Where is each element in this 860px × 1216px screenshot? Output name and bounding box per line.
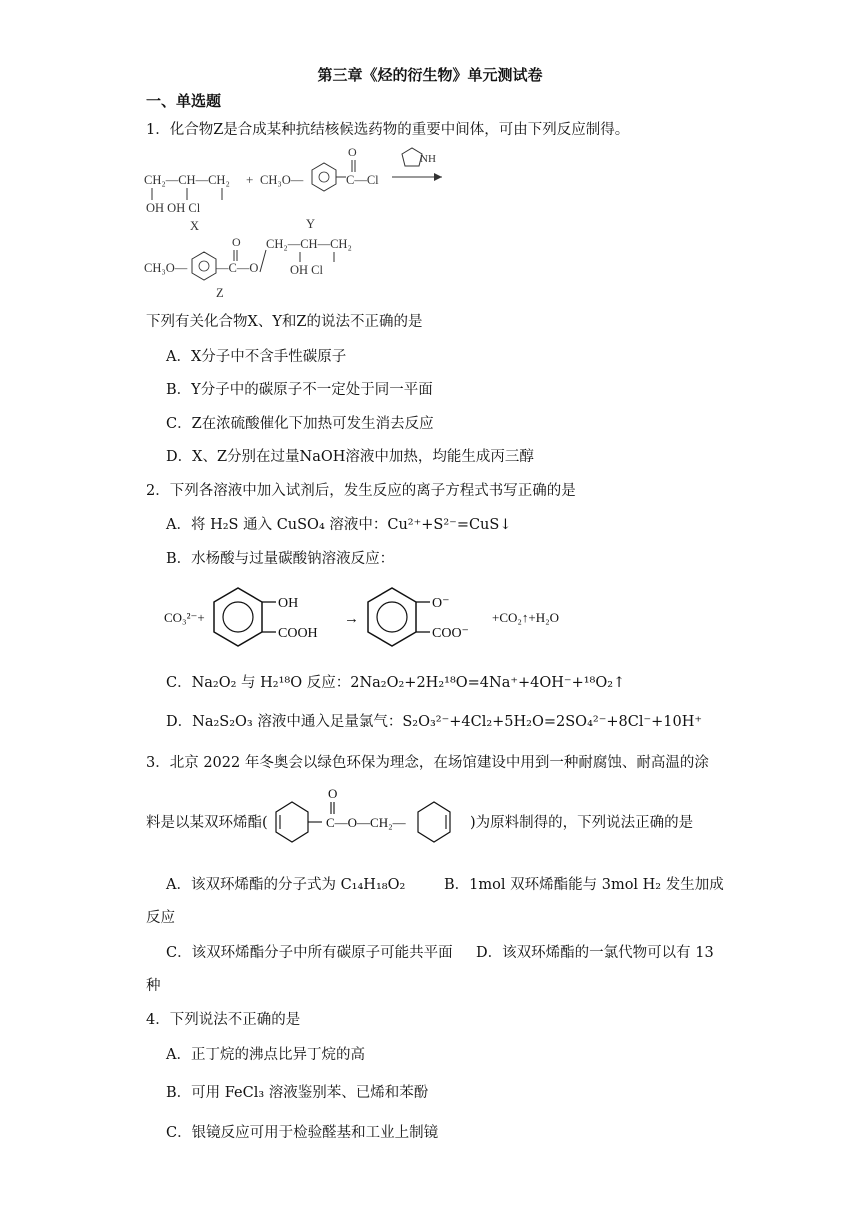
q2-option-b: B．水杨酸与过量碳酸钠溶液反应： — [166, 551, 395, 567]
q3-diene-ester-structure — [270, 786, 470, 852]
section-heading: 一、单选题 — [146, 92, 222, 110]
q2-eq-phenoxide: O⁻ — [432, 596, 450, 611]
q1-z-substituents: OH Cl — [290, 263, 323, 277]
q1-question: 下列有关化合物X、Y和Z的说法不正确的是 — [146, 314, 423, 330]
q2-option-a: A．将 H₂S 通入 CuSO₄ 溶液中：Cu²⁺+S²⁻=CuS↓ — [166, 517, 512, 533]
q4-option-b: B．可用 FeCl₃ 溶液鉴别苯、已烯和苯酚 — [166, 1085, 429, 1101]
q1-y-oxygen: O — [348, 145, 357, 159]
q2-option-d: D．Na₂S₂O₃ 溶液中通入足量氯气：S₂O₃²⁻+4Cl₂+5H₂O=2SO₄²⁻+8Cl⁻+10H⁺ — [166, 714, 703, 730]
q3-carbonyl-oxygen: O — [328, 786, 338, 801]
q3-option-c: C．该双环烯酯分子中所有碳原子可能共平面 — [166, 945, 453, 961]
q3-option-b: B．1mol 双环烯酯能与 3mol H₂ 发生加成 — [444, 877, 724, 893]
q2-option-c: C．Na₂O₂ 与 H₂¹⁸O 反应：2Na₂O₂+2H₂¹⁸O=4Na⁺+4OH⁻+¹⁸O₂↑ — [166, 675, 626, 691]
q3-ester-linkage: C—O—CH₂— — [326, 815, 406, 830]
q1-reaction-scheme — [140, 142, 460, 302]
q2-eq-carboxylate: COO⁻ — [432, 626, 469, 641]
q3-option-a: A．该双环烯酯的分子式为 C₁₄H₁₈O₂ — [166, 877, 406, 893]
q1-z-chain: CH₂—CH—CH₂ — [266, 237, 352, 251]
q2-eq-carbonate: CO₃²⁻+ — [164, 610, 205, 625]
q4-option-a: A．正丁烷的沸点比异丁烷的高 — [166, 1047, 365, 1063]
q3-stem-line2-post: )为原料制得的，下列说法正确的是 — [470, 815, 694, 831]
q1-option-d: D．X、Z分别在过量NaOH溶液中加热，均能生成丙三醇 — [166, 449, 534, 465]
q1-option-a: A．X分子中不含手性碳原子 — [166, 349, 347, 365]
q1-x-substituents: OH OH Cl — [146, 201, 201, 215]
q2-eq-hydroxyl: OH — [278, 596, 299, 611]
q4-stem: 4．下列说法不正确的是 — [146, 1012, 301, 1028]
q1-z-ester: —C—O — [216, 261, 259, 275]
q1-plus: + — [246, 172, 254, 187]
q1-z-methoxy: CH₃O— — [144, 261, 188, 275]
q2-eq-arrow: → — [344, 611, 359, 627]
q1-x-chain: CH₂—CH—CH₂ — [144, 173, 230, 187]
q1-option-b: B．Y分子中的碳原子不一定处于同一平面 — [166, 382, 433, 398]
q1-stem: 1．化合物Z是合成某种抗结核候选药物的重要中间体，可由下列反应制得。 — [146, 122, 630, 138]
q2-eq-carboxyl: COOH — [278, 626, 318, 641]
q3-option-d-wrap: 种 — [146, 978, 161, 994]
q1-z-oxygen: O — [232, 235, 241, 249]
q3-option-d: D．该双环烯酯的一氯代物可以有 13 — [476, 945, 714, 961]
q1-option-c: C．Z在浓硫酸催化下加热可发生消去反应 — [166, 416, 434, 432]
q1-z-label: Z — [216, 286, 224, 300]
q1-catalyst-imidazole: NH — [420, 153, 436, 165]
q3-stem-line1: 3．北京 2022 年冬奥会以绿色环保为理念，在场馆建设中用到一种耐腐蚀、耐高温的涂 — [146, 755, 709, 771]
q3-stem-line2-pre: 料是以某双环烯酯( — [146, 815, 268, 831]
q1-x-label: X — [190, 219, 200, 233]
q3-option-b-wrap: 反应 — [146, 910, 175, 926]
q1-y-acyl-chloride: C—Cl — [346, 173, 379, 187]
q2-stem: 2．下列各溶液中加入试剂后，发生反应的离子方程式书写正确的是 — [146, 483, 576, 499]
q2-eq-products: +CO₂↑+H₂O — [492, 610, 560, 625]
q1-y-label: Y — [306, 217, 316, 231]
document-title: 第三章《烃的衍生物》单元测试卷 — [317, 66, 543, 84]
q1-y-methoxy: CH₃O— — [260, 173, 304, 187]
q4-option-c: C．银镜反应可用于检验醛基和工业上制镜 — [166, 1125, 439, 1141]
q2-salicylic-equation — [160, 580, 590, 658]
